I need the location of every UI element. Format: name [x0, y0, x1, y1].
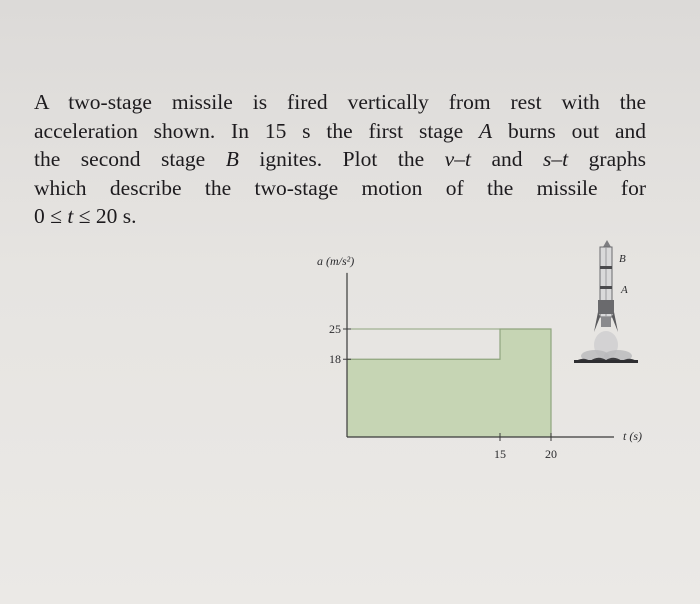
problem-line-5: 0 ≤ t ≤ 20 s.	[34, 204, 137, 228]
y-tick-label-18: 18	[329, 352, 341, 367]
chart-plot-area	[329, 273, 614, 461]
y-axis-label: a (m/s²)	[317, 254, 355, 268]
acceleration-area	[347, 329, 551, 437]
stage-a-label: A	[621, 284, 628, 296]
x-axis-label: t (s)	[623, 429, 642, 443]
missile-body	[594, 240, 618, 332]
stage-b-label: B	[619, 253, 626, 265]
problem-line-2: acceleration shown. In 15 s the first stage A burns out and	[34, 118, 646, 143]
missile-illustration	[574, 240, 638, 363]
problem-line-1: A two-stage missile is fired vertically from rest with the	[34, 90, 646, 114]
x-tick-label-20: 20	[545, 447, 557, 461]
missile-exhaust	[581, 331, 632, 362]
y-tick-label-25: 25	[329, 322, 341, 336]
problem-line-4: which describe the two-stage motion of the missile for	[34, 175, 646, 200]
x-tick-label-15: 15	[494, 447, 506, 461]
problem-line-3: the second stage B ignites. Plot the v–t and s–t graphs	[34, 147, 646, 171]
